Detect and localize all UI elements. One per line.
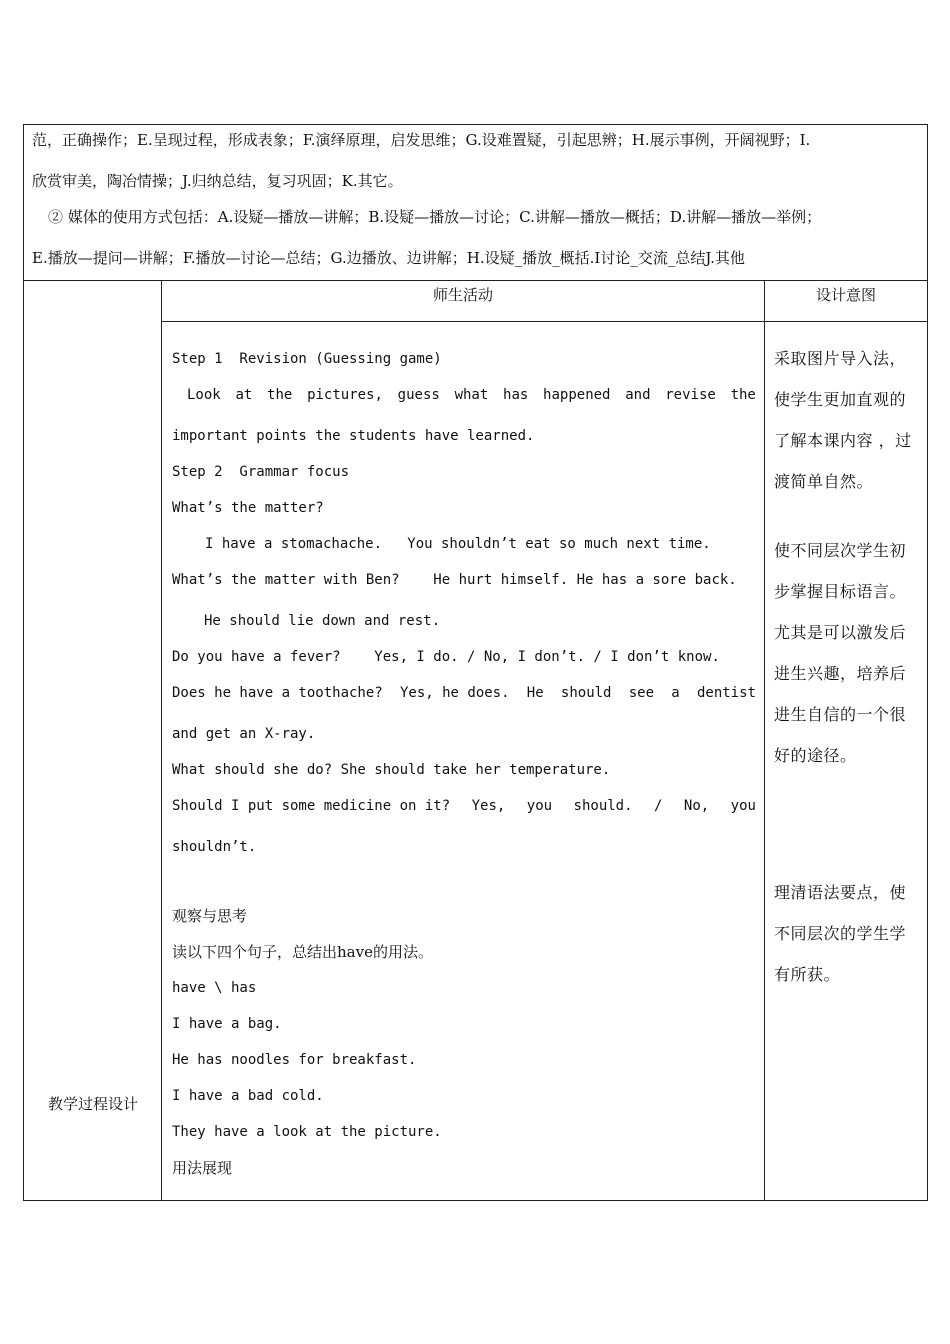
word: guess bbox=[397, 387, 440, 403]
word: you bbox=[730, 798, 756, 814]
activity-line-justified bbox=[187, 385, 756, 405]
activity-line: Step 2 Grammar focus bbox=[172, 464, 350, 480]
word: pictures, bbox=[307, 387, 383, 403]
header-row bbox=[162, 281, 927, 322]
activity-line: and get an X-ray. bbox=[172, 726, 316, 742]
lesson-plan-table bbox=[23, 124, 928, 1201]
activity-line: shouldn’t. bbox=[172, 839, 257, 855]
word: at bbox=[235, 387, 253, 403]
methods-line-1: 范，正确操作；E.呈现过程，形成表象；F.演绎原理，启发思维；G.设难置疑，引起思辨；H.展示事例，开阔视野；I. bbox=[32, 131, 811, 149]
word: happened bbox=[543, 387, 611, 403]
media-methods-cell bbox=[24, 125, 927, 281]
phrase: Does he have a toothache? bbox=[172, 685, 383, 701]
word: / bbox=[654, 798, 663, 814]
word: what bbox=[454, 387, 489, 403]
phrase: Yes, he does. bbox=[399, 685, 510, 701]
activity-line: Step 1 Revision (Guessing game) bbox=[172, 351, 442, 367]
intent-line: 渡简单自然。 bbox=[774, 472, 874, 491]
activity-line: I have a bad cold. bbox=[172, 1088, 324, 1104]
activity-line: What’s the matter? bbox=[172, 500, 324, 516]
intent-line: 有所获。 bbox=[774, 965, 841, 984]
row-label: 教学过程设计 bbox=[47, 1095, 138, 1113]
intent-line: 进生自信的一个很 bbox=[774, 705, 907, 724]
activity-line: He should lie down and rest. bbox=[204, 613, 441, 629]
word: revise bbox=[665, 387, 716, 403]
phrase: Should I put some medicine on it? bbox=[172, 798, 451, 814]
word: Yes, bbox=[471, 798, 506, 814]
intent-line: 好的途径。 bbox=[774, 746, 857, 765]
activity-line-justified bbox=[172, 796, 756, 816]
activity-line: I have a bag. bbox=[172, 1016, 282, 1032]
word: should. bbox=[573, 798, 633, 814]
header-intent: 设计意图 bbox=[815, 286, 876, 304]
intent-line: 采取图片导入法， bbox=[774, 349, 907, 368]
intent-line: 了解本课内容 ，过 bbox=[774, 431, 912, 450]
methods-line-3: ② 媒体的使用方式包括：A.设疑—播放—讲解；B.设疑—播放—讨论；C.讲解—播放—概括；D.讲解—播放—举例； bbox=[48, 208, 822, 226]
word: He bbox=[526, 685, 544, 701]
word: has bbox=[503, 387, 529, 403]
intent-line: 不同层次的学生学 bbox=[774, 924, 907, 943]
intent-line: 理清语法要点，使 bbox=[774, 883, 907, 902]
intent-cell bbox=[765, 322, 927, 1200]
word: No, bbox=[683, 798, 710, 814]
methods-line-2: 欣赏审美，陶冶情操；J.归纳总结，复习巩固；K.其它。 bbox=[32, 172, 403, 190]
word: a bbox=[671, 685, 680, 701]
header-activity: 师生活动 bbox=[162, 281, 765, 321]
activity-cell bbox=[162, 322, 765, 1200]
activity-line-justified bbox=[172, 683, 756, 703]
word: Look bbox=[187, 387, 221, 403]
word: the bbox=[730, 387, 756, 403]
activity-line: 观察与思考 bbox=[172, 907, 248, 925]
word: should bbox=[560, 685, 612, 701]
activity-line: He has noodles for breakfast. bbox=[172, 1052, 417, 1068]
activity-line: I have a stomachache. You shouldn’t eat so much next time. bbox=[205, 536, 711, 552]
intent-line: 尤其是可以激发后 bbox=[774, 623, 907, 642]
activity-line: Do you have a fever? Yes, I do. / No, I don’t. / I don’t know. bbox=[172, 649, 720, 665]
intent-line: 使学生更加直观的 bbox=[774, 390, 907, 409]
activity-line: They have a look at the picture. bbox=[172, 1124, 442, 1140]
word: dentist bbox=[696, 685, 756, 701]
activity-line: 读以下四个句子，总结出have的用法。 bbox=[172, 943, 433, 961]
word: the bbox=[267, 387, 293, 403]
word: see bbox=[628, 685, 655, 701]
intent-line: 进生兴趣，培养后 bbox=[774, 664, 907, 683]
methods-line-4: E.播放—提问—讲解；F.播放—讨论—总结；G.边播放、边讲解；H.设疑_播放_概括.I讨论_交流_总结J.其他 bbox=[32, 249, 745, 267]
activity-line: What should she do? She should take her temperature. bbox=[172, 762, 611, 778]
activity-line: have \ has bbox=[172, 980, 257, 996]
intent-line: 使不同层次学生初 bbox=[774, 541, 907, 560]
row-label-cell bbox=[24, 281, 162, 1200]
word: you bbox=[526, 798, 553, 814]
activity-line: important points the students have learned. bbox=[172, 428, 535, 444]
activity-line: What’s the matter with Ben? He hurt himself. He has a sore back. bbox=[172, 572, 737, 588]
intent-line: 步掌握目标语言。 bbox=[774, 582, 907, 601]
word: and bbox=[625, 387, 651, 403]
activity-line: 用法展现 bbox=[172, 1159, 233, 1177]
